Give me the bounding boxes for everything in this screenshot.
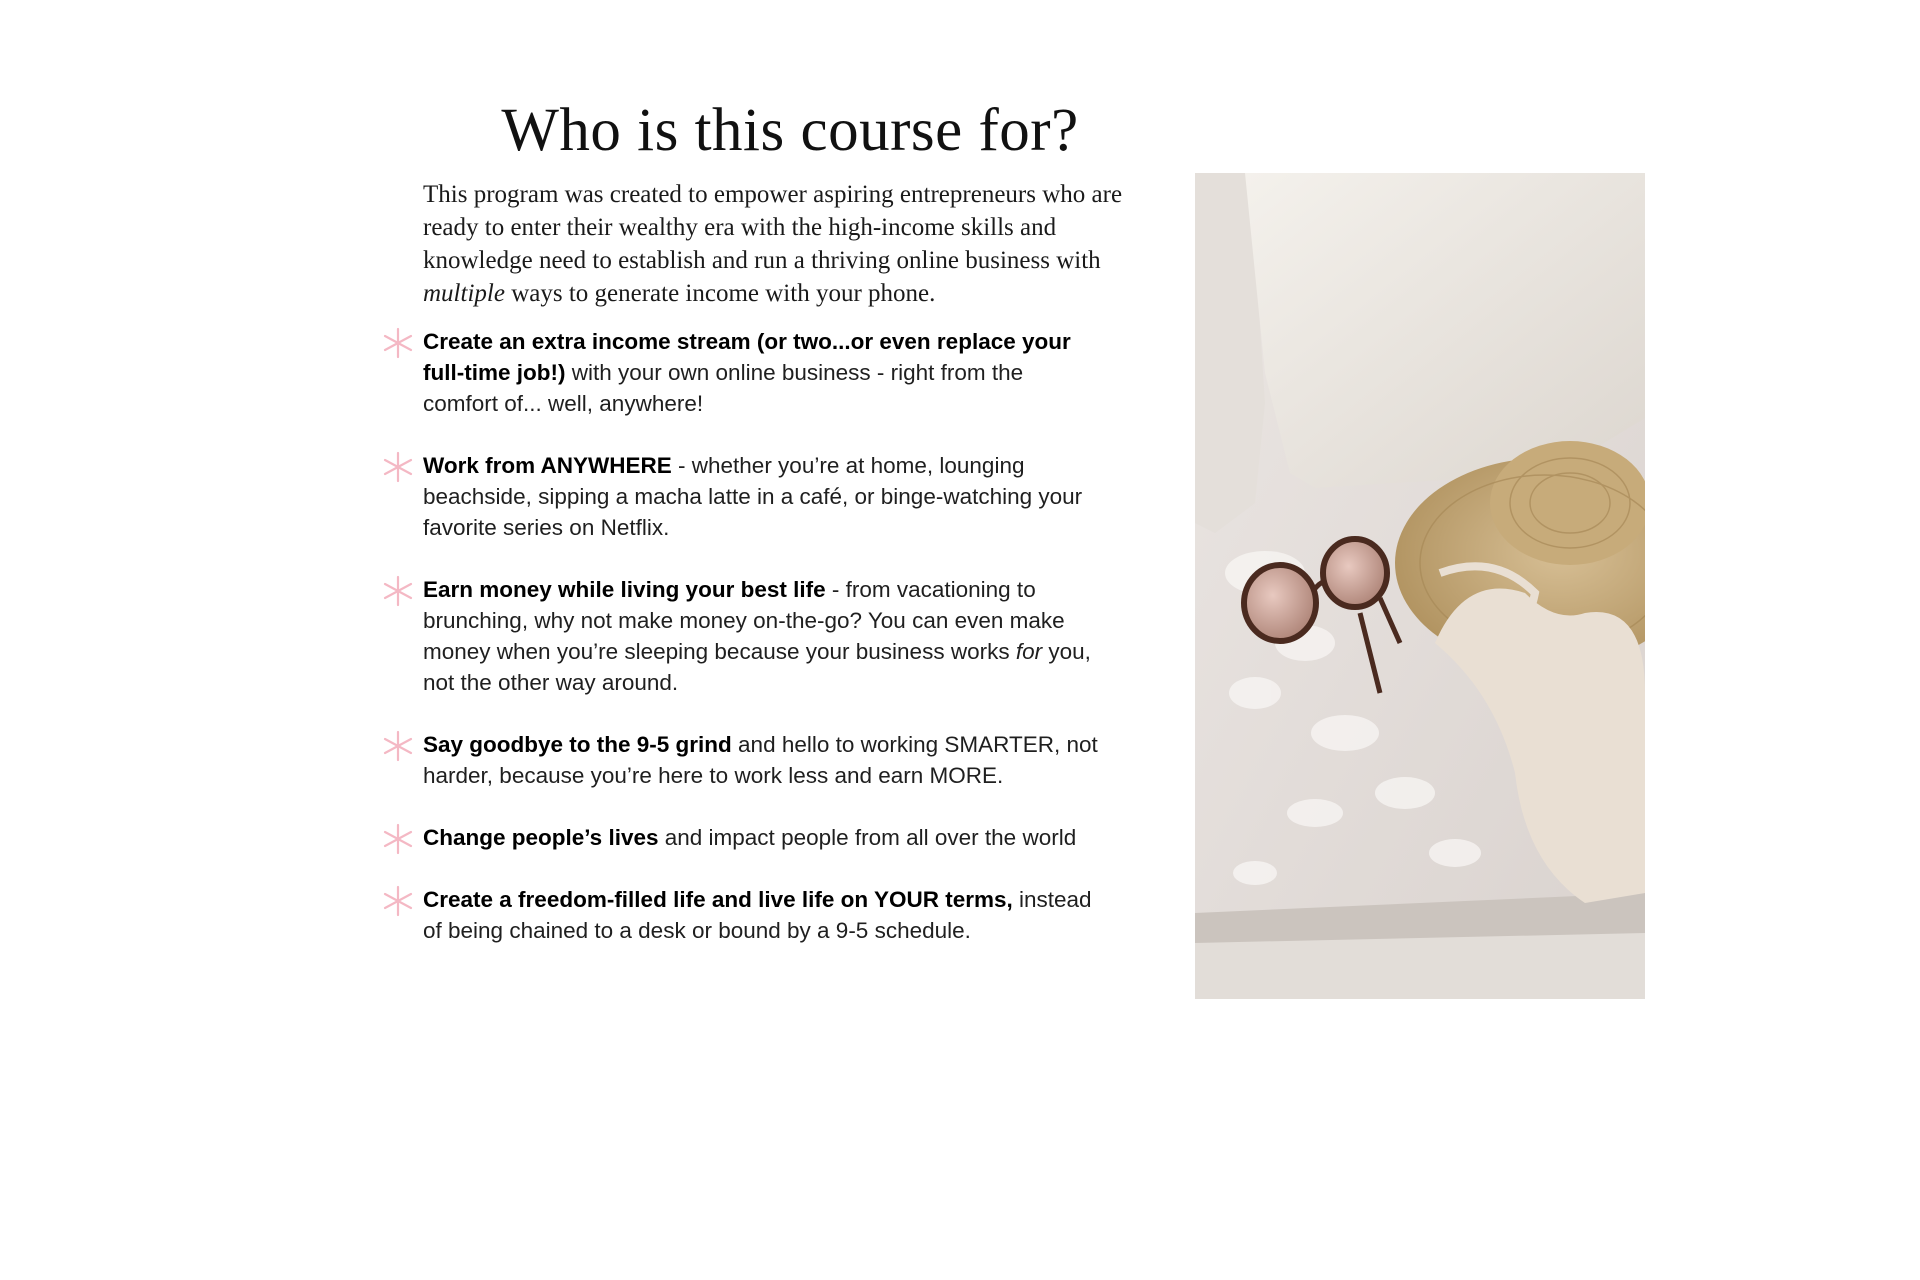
benefit-item: [423, 574, 1103, 698]
pink-asterisk-icon: [381, 326, 415, 360]
pink-asterisk-icon: [381, 822, 415, 856]
straw-hat-crown: [1490, 441, 1645, 565]
intro-text-end: ways to generate income with your phone.: [504, 280, 936, 307]
pillow: [1245, 173, 1645, 488]
cushion-front: [1195, 933, 1645, 999]
benefit-heading: Work from ANYWHERE: [423, 453, 672, 478]
photo-illustration: [1195, 173, 1645, 999]
benefit-emphasis: for: [1015, 639, 1043, 664]
benefit-item: [423, 729, 1103, 791]
intro-paragraph: [423, 178, 1143, 310]
benefit-text: and impact people from all over the world: [658, 825, 1077, 850]
intro-text-start: This program was created to empower aspiring entrepreneurs who are ready to enter their wealthy era with the high-income skills and knowledge need to establish and run a thriving online business with: [423, 181, 1123, 274]
benefit-heading: Create an extra income stream (or two...or even replace your full-time job!): [423, 329, 1071, 385]
benefit-item: [423, 884, 1103, 946]
benefit-text-end: you, not the other way around.: [423, 639, 1091, 695]
benefit-text: instead of being chained to a desk or bound by a 9-5 schedule.: [423, 887, 1092, 943]
benefit-list: [423, 326, 1103, 977]
benefit-item: [423, 822, 1103, 853]
benefit-text: and hello to working SMARTER, not harder, because you’re here to work less and earn MORE.: [423, 732, 1098, 788]
benefit-heading: Say goodbye to the 9-5 grind: [423, 732, 732, 757]
pink-asterisk-icon: [381, 884, 415, 918]
benefit-text: with your own online business - right from the comfort of... well, anywhere!: [423, 360, 1024, 416]
lifestyle-photo: [1195, 173, 1645, 999]
pink-asterisk-icon: [381, 729, 415, 763]
benefit-item: [423, 450, 1103, 543]
pink-asterisk-icon: [381, 574, 415, 608]
intro-emphasis: multiple: [423, 280, 505, 307]
benefit-text: - whether you’re at home, lounging beachside, sipping a macha latte in a café, or binge-watching your favorite series on Netflix.: [423, 453, 1083, 540]
benefit-text: - from vacationing to brunching, why not make money on-the-go? You can even make money when you’re sleeping because your business works: [423, 577, 1065, 664]
benefit-heading: Create a freedom-filled life and live life on YOUR terms,: [423, 887, 1013, 912]
benefit-heading: Change people’s lives: [423, 825, 659, 850]
page-title: Who is this course for?: [501, 97, 1079, 164]
benefit-item: [423, 326, 1103, 419]
pink-asterisk-icon: [381, 450, 415, 484]
benefit-heading: Earn money while living your best life: [423, 577, 826, 602]
